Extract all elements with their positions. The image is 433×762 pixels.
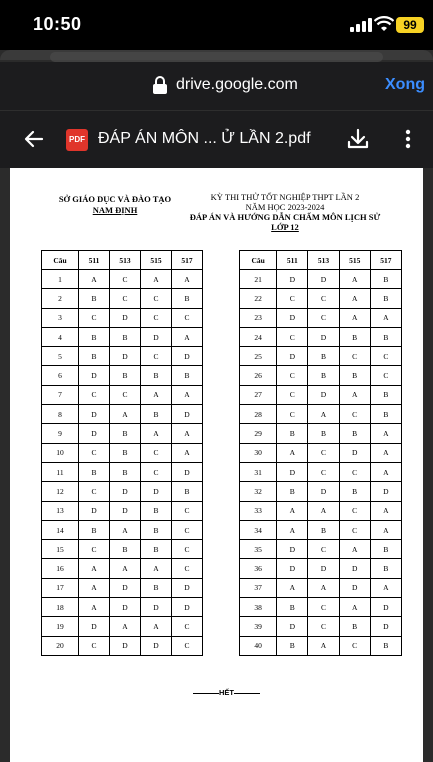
table-row bbox=[240, 366, 402, 385]
answer-cell: A bbox=[339, 540, 370, 559]
table-row bbox=[240, 405, 402, 424]
table-row bbox=[42, 520, 203, 539]
answer-cell: A bbox=[339, 270, 370, 289]
table-row bbox=[42, 636, 203, 655]
header-right bbox=[180, 192, 390, 232]
table-header-row bbox=[42, 251, 203, 270]
answer-cell: D bbox=[277, 270, 308, 289]
answer-cell: B bbox=[308, 520, 339, 539]
answer-cell: B bbox=[172, 366, 203, 385]
answer-cell: B bbox=[277, 424, 308, 443]
table-row bbox=[42, 405, 203, 424]
divider bbox=[193, 693, 219, 694]
answer-cell: B bbox=[277, 482, 308, 501]
answer-cell: B bbox=[79, 347, 110, 366]
answer-cell: A bbox=[339, 385, 370, 404]
answer-cell: D bbox=[79, 405, 110, 424]
question-number: 13 bbox=[42, 501, 79, 520]
table-row bbox=[240, 308, 402, 327]
answer-cell: B bbox=[79, 462, 110, 481]
answer-cell: B bbox=[110, 462, 141, 481]
answer-cell: B bbox=[172, 289, 203, 308]
answer-cell: A bbox=[110, 617, 141, 636]
table-row bbox=[42, 559, 203, 578]
table-row bbox=[42, 540, 203, 559]
answer-cell: C bbox=[110, 270, 141, 289]
question-number: 39 bbox=[240, 617, 277, 636]
answer-cell: B bbox=[141, 578, 172, 597]
answer-cell: C bbox=[370, 366, 401, 385]
header-left bbox=[40, 194, 190, 216]
pdf-file-icon: PDF bbox=[66, 129, 88, 151]
answer-cell: C bbox=[79, 482, 110, 501]
answer-cell: C bbox=[79, 443, 110, 462]
answer-cell: D bbox=[308, 327, 339, 346]
answer-cell: C bbox=[339, 501, 370, 520]
table-row bbox=[240, 327, 402, 346]
status-time: 10:50 bbox=[33, 14, 82, 34]
answer-cell: B bbox=[339, 366, 370, 385]
column-header: 511 bbox=[277, 251, 308, 270]
table-row bbox=[42, 482, 203, 501]
answer-cell: C bbox=[339, 636, 370, 655]
answer-cell: B bbox=[110, 366, 141, 385]
answer-cell: C bbox=[141, 462, 172, 481]
table-row bbox=[42, 270, 203, 289]
more-vertical-icon[interactable] bbox=[400, 127, 416, 151]
grade-label: LỚP 12 bbox=[271, 222, 299, 232]
download-icon[interactable] bbox=[346, 127, 370, 151]
answer-cell: B bbox=[308, 424, 339, 443]
column-header: 513 bbox=[308, 251, 339, 270]
question-number: 38 bbox=[240, 598, 277, 617]
column-header: 511 bbox=[79, 251, 110, 270]
answer-cell: B bbox=[172, 482, 203, 501]
table-row bbox=[240, 385, 402, 404]
answer-cell: B bbox=[277, 636, 308, 655]
answer-cell: C bbox=[172, 636, 203, 655]
answer-cell: B bbox=[141, 540, 172, 559]
answer-cell: A bbox=[110, 405, 141, 424]
table-row bbox=[42, 501, 203, 520]
answer-cell: B bbox=[141, 366, 172, 385]
question-number: 21 bbox=[240, 270, 277, 289]
answer-cell: A bbox=[370, 578, 401, 597]
answer-cell: B bbox=[141, 405, 172, 424]
answer-cell: D bbox=[110, 347, 141, 366]
answer-cell: A bbox=[172, 424, 203, 443]
question-number: 5 bbox=[42, 347, 79, 366]
answer-cell: B bbox=[308, 347, 339, 366]
answer-cell: B bbox=[110, 540, 141, 559]
question-number: 28 bbox=[240, 405, 277, 424]
table-row bbox=[240, 289, 402, 308]
column-header: 517 bbox=[172, 251, 203, 270]
answer-cell: A bbox=[110, 520, 141, 539]
answer-cell: A bbox=[141, 617, 172, 636]
answer-cell: D bbox=[277, 308, 308, 327]
arrow-left-icon[interactable] bbox=[22, 127, 46, 151]
answer-cell: C bbox=[308, 598, 339, 617]
answer-table-left bbox=[41, 250, 203, 656]
answer-cell: C bbox=[277, 327, 308, 346]
answer-cell: B bbox=[110, 443, 141, 462]
answer-cell: B bbox=[370, 327, 401, 346]
answer-cell: C bbox=[141, 443, 172, 462]
answer-cell: A bbox=[141, 424, 172, 443]
table-header-row bbox=[240, 251, 402, 270]
question-number: 6 bbox=[42, 366, 79, 385]
answer-cell: A bbox=[308, 578, 339, 597]
table-row bbox=[240, 520, 402, 539]
answer-cell: C bbox=[172, 559, 203, 578]
answer-cell: B bbox=[339, 482, 370, 501]
answer-cell: D bbox=[110, 578, 141, 597]
table-row bbox=[42, 598, 203, 617]
table-row bbox=[240, 636, 402, 655]
answer-cell: D bbox=[172, 405, 203, 424]
answer-cell: D bbox=[110, 598, 141, 617]
question-number: 18 bbox=[42, 598, 79, 617]
answer-cell: D bbox=[79, 617, 110, 636]
answer-cell: C bbox=[339, 405, 370, 424]
question-number: 17 bbox=[42, 578, 79, 597]
question-number: 29 bbox=[240, 424, 277, 443]
answer-cell: D bbox=[141, 598, 172, 617]
column-header: 513 bbox=[110, 251, 141, 270]
answer-cell: A bbox=[110, 559, 141, 578]
answer-cell: A bbox=[370, 501, 401, 520]
answer-cell: C bbox=[370, 347, 401, 366]
answer-cell: D bbox=[308, 482, 339, 501]
answer-cell: B bbox=[141, 520, 172, 539]
cellular-signal-icon bbox=[350, 18, 372, 32]
table-row bbox=[240, 347, 402, 366]
browser-url-bar bbox=[0, 62, 433, 110]
end-marker bbox=[193, 688, 260, 697]
answer-cell: C bbox=[141, 308, 172, 327]
answer-cell: B bbox=[339, 327, 370, 346]
question-number: 2 bbox=[42, 289, 79, 308]
answer-cell: C bbox=[277, 289, 308, 308]
answer-cell: D bbox=[277, 347, 308, 366]
answer-cell: C bbox=[141, 347, 172, 366]
answer-cell: D bbox=[172, 578, 203, 597]
table-row bbox=[42, 327, 203, 346]
answer-cell: A bbox=[339, 598, 370, 617]
answer-cell: D bbox=[110, 501, 141, 520]
answer-cell: B bbox=[370, 559, 401, 578]
document-toolbar bbox=[0, 110, 433, 168]
table-row bbox=[42, 289, 203, 308]
table-row bbox=[240, 424, 402, 443]
sheet-handle[interactable] bbox=[50, 52, 383, 62]
end-text: HẾT bbox=[219, 688, 234, 697]
table-row bbox=[240, 270, 402, 289]
table-row bbox=[240, 462, 402, 481]
table-row bbox=[42, 366, 203, 385]
answer-cell: B bbox=[370, 270, 401, 289]
question-number: 37 bbox=[240, 578, 277, 597]
answer-cell: D bbox=[370, 482, 401, 501]
answer-cell: A bbox=[370, 443, 401, 462]
table-row bbox=[240, 598, 402, 617]
question-number: 11 bbox=[42, 462, 79, 481]
answer-cell: C bbox=[339, 520, 370, 539]
battery-badge: 99 bbox=[396, 17, 424, 33]
answer-cell: C bbox=[172, 520, 203, 539]
answer-cell: C bbox=[110, 289, 141, 308]
answer-cell: A bbox=[172, 327, 203, 346]
answer-cell: A bbox=[277, 520, 308, 539]
answer-cell: C bbox=[308, 540, 339, 559]
answer-cell: B bbox=[370, 636, 401, 655]
answer-cell: C bbox=[277, 405, 308, 424]
answer-cell: C bbox=[308, 462, 339, 481]
column-header: Câu bbox=[42, 251, 79, 270]
answer-cell: B bbox=[79, 520, 110, 539]
column-header: 517 bbox=[370, 251, 401, 270]
answer-cell: D bbox=[308, 559, 339, 578]
answer-cell: C bbox=[79, 385, 110, 404]
question-number: 22 bbox=[240, 289, 277, 308]
answer-cell: C bbox=[79, 308, 110, 327]
question-number: 10 bbox=[42, 443, 79, 462]
question-number: 33 bbox=[240, 501, 277, 520]
question-number: 30 bbox=[240, 443, 277, 462]
table-row bbox=[240, 501, 402, 520]
answer-cell: B bbox=[370, 385, 401, 404]
document-title: ĐÁP ÁN MÔN ... Ử LẦN 2.pdf bbox=[98, 130, 311, 147]
answer-cell: A bbox=[277, 578, 308, 597]
answer-cell: D bbox=[79, 366, 110, 385]
answer-cell: C bbox=[308, 617, 339, 636]
answer-cell: C bbox=[308, 443, 339, 462]
answer-cell: D bbox=[277, 559, 308, 578]
question-number: 31 bbox=[240, 462, 277, 481]
answer-cell: D bbox=[370, 617, 401, 636]
table-row bbox=[42, 347, 203, 366]
answer-cell: B bbox=[277, 598, 308, 617]
department-name: SỞ GIÁO DỤC VÀ ĐÀO TẠO bbox=[58, 194, 172, 204]
url-text[interactable]: drive.google.com bbox=[176, 76, 298, 93]
answer-cell: C bbox=[110, 385, 141, 404]
question-number: 20 bbox=[42, 636, 79, 655]
answer-cell: D bbox=[79, 501, 110, 520]
status-bar bbox=[0, 0, 433, 50]
answer-cell: B bbox=[370, 540, 401, 559]
answer-cell: A bbox=[370, 308, 401, 327]
question-number: 8 bbox=[42, 405, 79, 424]
answer-cell: D bbox=[277, 462, 308, 481]
answer-cell: A bbox=[308, 501, 339, 520]
answer-cell: C bbox=[277, 385, 308, 404]
question-number: 35 bbox=[240, 540, 277, 559]
answer-cell: D bbox=[308, 270, 339, 289]
answer-cell: C bbox=[79, 540, 110, 559]
answer-cell: A bbox=[141, 270, 172, 289]
answer-cell: D bbox=[370, 598, 401, 617]
divider bbox=[234, 693, 260, 694]
question-number: 26 bbox=[240, 366, 277, 385]
answer-cell: A bbox=[172, 385, 203, 404]
answer-cell: B bbox=[339, 617, 370, 636]
answer-cell: D bbox=[277, 617, 308, 636]
school-year: NĂM HỌC 2023-2024 bbox=[245, 202, 325, 212]
answer-cell: B bbox=[79, 289, 110, 308]
pdf-page[interactable] bbox=[10, 168, 423, 762]
answer-cell: D bbox=[141, 327, 172, 346]
wifi-icon bbox=[374, 16, 394, 32]
answer-cell: C bbox=[172, 308, 203, 327]
question-number: 4 bbox=[42, 327, 79, 346]
question-number: 27 bbox=[240, 385, 277, 404]
column-header: 515 bbox=[141, 251, 172, 270]
answer-cell: A bbox=[308, 636, 339, 655]
answer-cell: D bbox=[339, 443, 370, 462]
answer-cell: B bbox=[339, 424, 370, 443]
answer-cell: B bbox=[370, 405, 401, 424]
answer-cell: C bbox=[172, 540, 203, 559]
answer-cell: D bbox=[110, 482, 141, 501]
table-row bbox=[42, 617, 203, 636]
answer-cell: D bbox=[172, 598, 203, 617]
answer-cell: D bbox=[339, 578, 370, 597]
answer-cell: B bbox=[370, 289, 401, 308]
answer-cell: A bbox=[370, 520, 401, 539]
answer-cell: C bbox=[172, 617, 203, 636]
answer-cell: B bbox=[308, 366, 339, 385]
done-button[interactable]: Xong bbox=[385, 76, 425, 93]
answer-cell: C bbox=[339, 347, 370, 366]
answer-table-right bbox=[239, 250, 402, 656]
province-name: NAM ĐỊNH bbox=[92, 205, 138, 215]
question-number: 19 bbox=[42, 617, 79, 636]
table-row bbox=[240, 540, 402, 559]
table-row bbox=[42, 462, 203, 481]
answer-cell: D bbox=[277, 540, 308, 559]
answer-cell: A bbox=[141, 385, 172, 404]
question-number: 9 bbox=[42, 424, 79, 443]
answer-cell: A bbox=[370, 424, 401, 443]
answer-cell: A bbox=[79, 559, 110, 578]
question-number: 16 bbox=[42, 559, 79, 578]
answer-cell: A bbox=[308, 405, 339, 424]
table-row bbox=[42, 424, 203, 443]
table-row bbox=[42, 443, 203, 462]
answer-cell: C bbox=[308, 289, 339, 308]
answer-cell: C bbox=[141, 289, 172, 308]
answer-cell: D bbox=[79, 424, 110, 443]
answer-cell: D bbox=[110, 308, 141, 327]
answer-cell: A bbox=[79, 598, 110, 617]
answer-cell: D bbox=[172, 347, 203, 366]
question-number: 3 bbox=[42, 308, 79, 327]
answer-cell: A bbox=[370, 462, 401, 481]
column-header: 515 bbox=[339, 251, 370, 270]
table-row bbox=[240, 559, 402, 578]
answer-cell: A bbox=[79, 578, 110, 597]
answer-cell: D bbox=[172, 462, 203, 481]
table-row bbox=[42, 385, 203, 404]
column-header: Câu bbox=[240, 251, 277, 270]
answer-cell: A bbox=[277, 501, 308, 520]
answer-cell: A bbox=[277, 443, 308, 462]
answer-cell: A bbox=[79, 270, 110, 289]
answer-cell: C bbox=[79, 636, 110, 655]
answer-cell: C bbox=[339, 462, 370, 481]
table-row bbox=[240, 617, 402, 636]
answer-cell: C bbox=[277, 366, 308, 385]
answer-cell: D bbox=[141, 636, 172, 655]
answer-cell: D bbox=[141, 482, 172, 501]
question-number: 1 bbox=[42, 270, 79, 289]
table-row bbox=[42, 578, 203, 597]
table-row bbox=[42, 308, 203, 327]
answer-cell: D bbox=[308, 385, 339, 404]
answer-cell: A bbox=[141, 559, 172, 578]
question-number: 23 bbox=[240, 308, 277, 327]
answer-cell: B bbox=[110, 424, 141, 443]
question-number: 34 bbox=[240, 520, 277, 539]
table-row bbox=[240, 443, 402, 462]
answer-cell: C bbox=[172, 501, 203, 520]
answer-cell: B bbox=[141, 501, 172, 520]
answer-cell: A bbox=[172, 443, 203, 462]
exam-title: KỲ THI THỬ TỐT NGHIỆP THPT LẦN 2 bbox=[210, 192, 360, 202]
question-number: 25 bbox=[240, 347, 277, 366]
answer-cell: C bbox=[308, 308, 339, 327]
question-number: 12 bbox=[42, 482, 79, 501]
answer-cell: B bbox=[110, 327, 141, 346]
question-number: 14 bbox=[42, 520, 79, 539]
answer-cell: A bbox=[339, 308, 370, 327]
question-number: 40 bbox=[240, 636, 277, 655]
lock-icon bbox=[152, 76, 168, 94]
question-number: 32 bbox=[240, 482, 277, 501]
answer-cell: D bbox=[110, 636, 141, 655]
answer-cell: D bbox=[339, 559, 370, 578]
question-number: 24 bbox=[240, 327, 277, 346]
answer-cell: A bbox=[172, 270, 203, 289]
question-number: 15 bbox=[42, 540, 79, 559]
table-row bbox=[240, 482, 402, 501]
question-number: 36 bbox=[240, 559, 277, 578]
answer-cell: A bbox=[339, 289, 370, 308]
question-number: 7 bbox=[42, 385, 79, 404]
answer-key-title: ĐÁP ÁN VÀ HƯỚNG DẪN CHẤM MÔN LỊCH SỬ bbox=[189, 212, 381, 222]
answer-cell: B bbox=[79, 327, 110, 346]
table-row bbox=[240, 578, 402, 597]
